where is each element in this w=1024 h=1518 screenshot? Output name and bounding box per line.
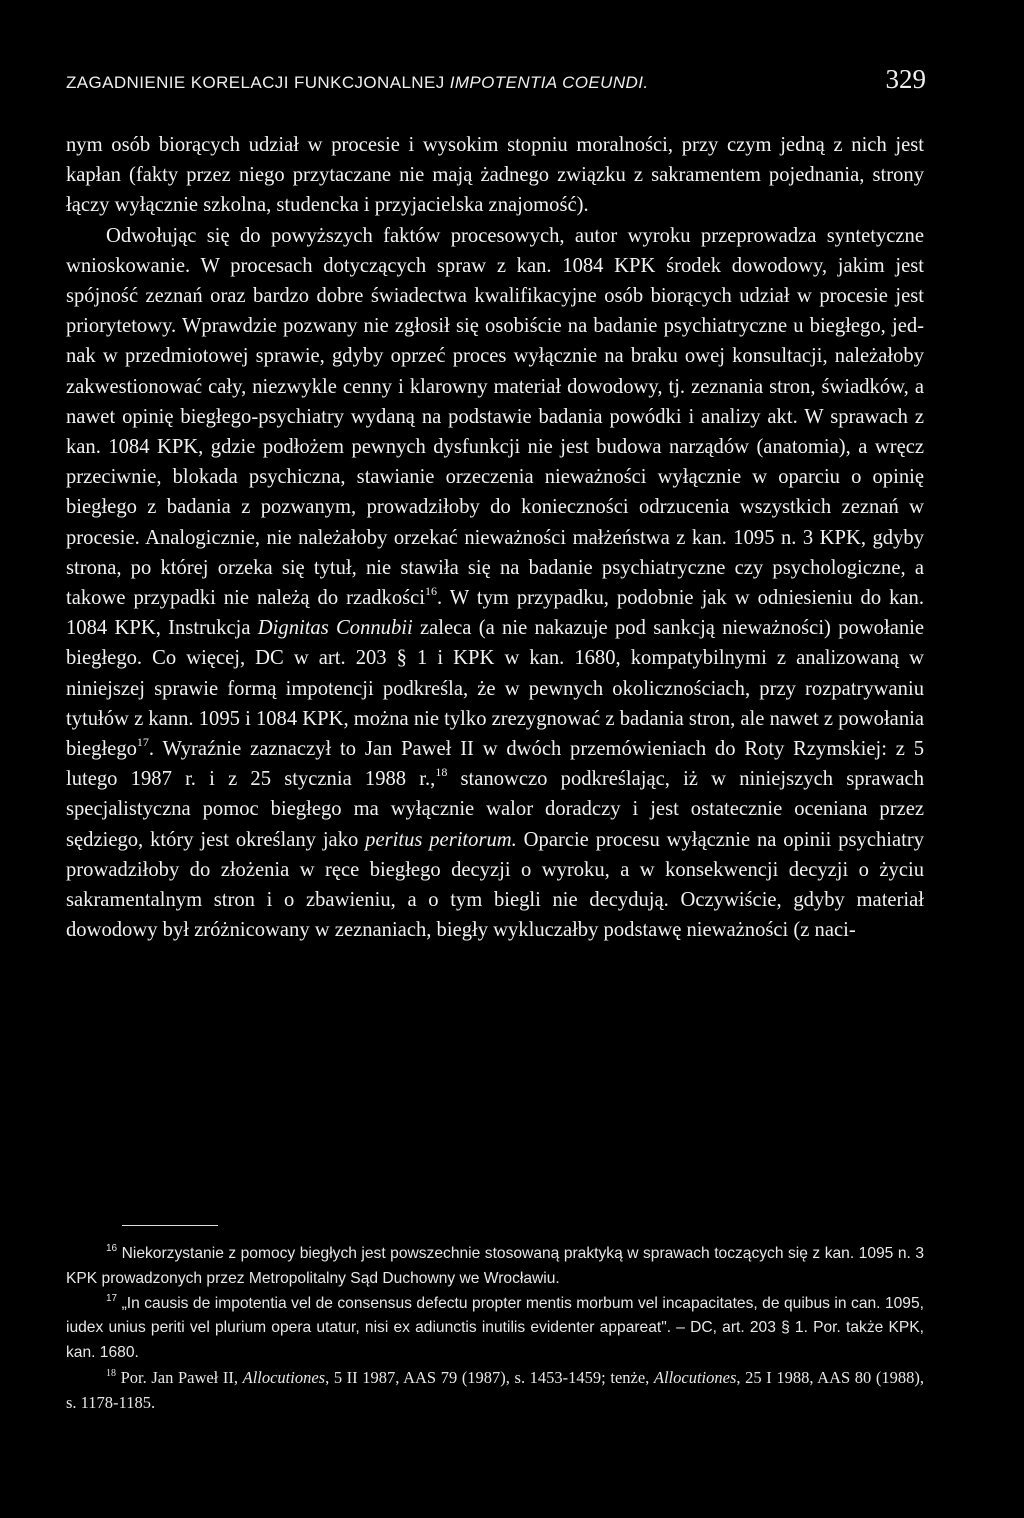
footnotes xyxy=(66,1242,924,1416)
paragraph-2 xyxy=(66,221,924,946)
paragraph-2-part-a: Odwołując się do powyższych faktów procesowych, autor wyroku przeprowadza syntetyczne wnioskowanie. W procesach dotyczących spraw z kan. 1084 KPK środek dowodowy, jakim jest spójność zeznań oraz bardzo dobre świadectwa kwalifikacyjne osób biorących udział w procesie jest priorytetowy. Wprawdzie pozwany nie zgłosił się osobiście na badanie psychiatryczne u biegłego, jednak w przedmiotowej sprawie, gdyby oprzeć proces wyłącznie na braku owej konsultacji, należałoby zakwestionować cały, niezwykle cenny i klarowny materiał dowodowy, tj. zeznania stron, świadków, a nawet opinię biegłego-psychiatry wydaną na podstawie badania powódki i analizy akt. W sprawach z kan. 1084 KPK, gdzie podłożem pewnych dysfunkcji nie jest budowa narządów (anatomia), a wręcz przeciwnie, blokada psychiczna, stawianie orzeczenia nieważności wyłącznie w oparciu o opinię biegłego z badania z pozwanym, prowadziłoby do konieczności odrzucenia wszystkich zeznań w procesie. Analogicznie, nie należałoby orzekać nieważności małżeństwa z kan. 1095 n. 3 KPK, gdyby strona, po której orzeka się tytuł, nie stawiła się na badanie psychiatryczne czy psychologiczne, a takowe przypadki nie należą do rzadkości xyxy=(66,224,924,610)
footnote-separator xyxy=(122,1225,218,1226)
main-text xyxy=(66,130,924,945)
footnote-16-text: Niekorzystanie z pomocy biegłych jest powszechnie stosowaną praktyką w sprawach toczących się z kan. 1095 n. 3 KPK prowadzonych przez Metropolitalny Sąd Duchowny we Wrocławiu. xyxy=(66,1245,924,1287)
footnote-ref-16[interactable]: 16 xyxy=(425,584,438,599)
running-head xyxy=(66,73,648,93)
page-header xyxy=(66,64,926,100)
footnote-ref-18[interactable]: 18 xyxy=(435,765,448,780)
footnote-18-allocutiones-2: Allocutiones xyxy=(653,1367,737,1387)
footnote-18-part-c: , 25 I 1988, AAS 80 (1988), s. 1178-1185. xyxy=(66,1367,924,1412)
paragraph-2-part-c: zaleca (a nie nakazuje pod sankcją nieważności) powołanie biegłego. Co więcej, DC w art. 203 § 1 i KPK w kan. 1680, kompatybilnymi z analizowaną w niniejszej sprawie formą impotencji podkreśla, że w pewnych okolicznościach, przy rozpatrywaniu tytułów z kann. 1095 i 1084 KPK, można nie tylko zrezygnować z badania stron, ale nawet z powołania biegłego xyxy=(66,617,924,761)
page-number: 329 xyxy=(885,64,926,94)
running-head-text: ZAGADNIENIE KORELACJI FUNKCJONALNEJ xyxy=(66,73,445,92)
footnote-17-text: „In causis de impotentia vel de consensus defectu propter mentis morbum vel incapacitates, de quibus in can. 1095, iudex unius periti vel plurium opera utatur, nisi ex adiunctis inutilis evidenter appareat". – DC, art. 203 § 1. Por. także KPK, kan. 1680. xyxy=(66,1294,924,1362)
footnote-17-number: 17 xyxy=(106,1292,118,1304)
paragraph-2-part-d: . Wyraźnie zaznaczył to Jan Paweł II w dwóch przemówieniach do Roty Rzymskiej: z 5 lutego 1987 r. i z 25 stycznia 1988 r., xyxy=(66,738,924,791)
dignitas-connubii-title: Dignitas Connubii xyxy=(257,617,413,640)
footnote-18-part-b: , 5 II 1987, AAS 79 (1987), s. 1453-1459; tenże, xyxy=(325,1367,654,1387)
paragraph-2-part-f: Oparcie procesu wyłącznie na opinii psychiatry prowadziłoby do złożenia w ręce biegłego decyzji o wyroku, a w konsekwencji decyzji o życiu sakramentalnym stron i o zbawieniu, a o tym biegli nie decydują. Oczywiście, gdyby materiał dowodowy był zróżnicowany w zeznaniach, biegły wykluczałby podstawę nieważności (z naci- xyxy=(66,828,924,942)
paragraph-2-part-b: . W tym przypadku, podobnie jak w odniesieniu do kan. 1084 KPK, Instrukcja xyxy=(66,587,924,640)
footnote-17 xyxy=(66,1292,924,1366)
running-head-italic: IMPOTENTIA COEUNDI. xyxy=(449,73,649,92)
peritus-peritorum: peritus peritorum. xyxy=(365,828,517,851)
footnote-18-allocutiones-1: Allocutiones xyxy=(242,1367,326,1387)
footnote-16 xyxy=(66,1242,924,1292)
footnote-18-number: 18 xyxy=(106,1367,116,1379)
footnote-18-part-a: Por. Jan Paweł II, xyxy=(116,1367,243,1387)
footnote-16-number: 16 xyxy=(106,1243,118,1254)
footnote-18 xyxy=(66,1366,924,1416)
paragraph-1: nym osób biorących udział w procesie i wysokim stopniu moralności, przy czym jedną z nich jest kapłan (fakty przez niego przytaczane nie mają żadnego związku z sakramentem pojednania, strony łączy wyłącznie szkolna, studencka i przyjacielska znajomość). xyxy=(66,134,924,217)
paragraph-2-part-e: stanowczo podkreślając, iż w niniejszych sprawach specjalistyczna pomoc biegłego ma wyłącznie walor doradczy i jest ostatecznie oceniana przez sędziego, który jest określany jako xyxy=(66,768,924,851)
footnote-ref-17[interactable]: 17 xyxy=(136,735,149,750)
